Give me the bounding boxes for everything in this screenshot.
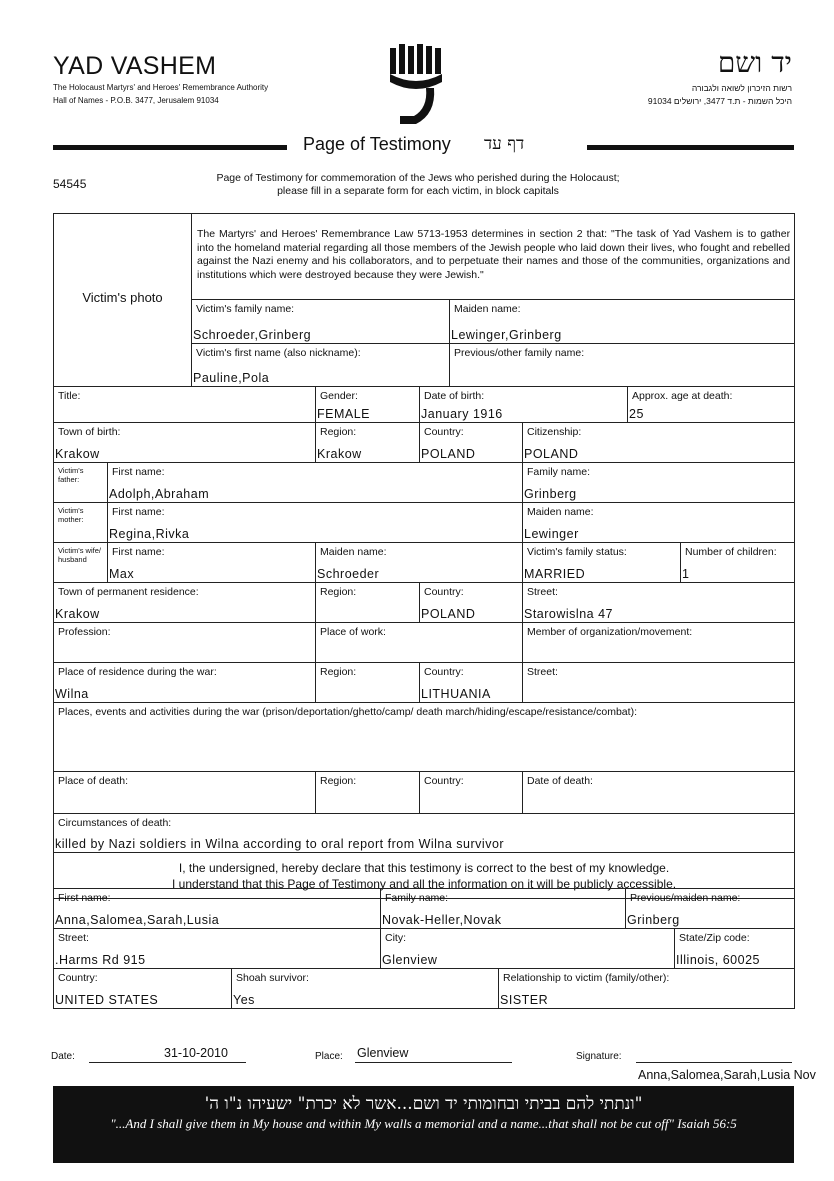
field-value: Wilna	[55, 687, 89, 701]
field-value: Schroeder	[317, 567, 380, 581]
quote-english: "...And I shall give them in My house and within My walls a memorial and a name...that shall not be cut off" Isaiah 56:5	[110, 1116, 737, 1131]
field-label: Places, events and activities during the war (prison/deportation/ghetto/camp/ death march/hiding/escape/resistance/combat):	[58, 706, 637, 718]
town-of-birth-field[interactable]	[54, 423, 316, 463]
title-rule-left	[53, 145, 287, 150]
field-label: Place of death:	[58, 775, 129, 787]
field-value: Krakow	[55, 447, 100, 461]
field-label: Country:	[424, 426, 464, 438]
field-label: Previous/maiden name:	[630, 892, 741, 904]
field-label: First name:	[112, 506, 165, 518]
country-of-birth-field[interactable]	[420, 423, 523, 463]
date-label: Date:	[51, 1051, 75, 1062]
circumstances-field[interactable]	[54, 814, 795, 853]
children-count-field[interactable]	[681, 543, 795, 583]
declaration-line-2: I understand that this Page of Testimony and all the information on it will be publicly accessible.	[172, 877, 677, 891]
date-value[interactable]: 31-10-2010	[164, 1046, 228, 1060]
field-value: FEMALE	[317, 407, 371, 421]
field-label: Shoah survivor:	[236, 972, 309, 984]
org-subtitle-he: רשות הזיכרון לשואה ולגבורה	[691, 83, 792, 93]
field-label: Place of work:	[320, 626, 386, 638]
residence-region-field[interactable]	[316, 583, 420, 623]
isaiah-quote-banner	[53, 1086, 794, 1163]
war-country-field[interactable]	[420, 663, 523, 703]
field-label: Country:	[424, 586, 464, 598]
father-first-name-field[interactable]	[108, 463, 523, 503]
submitter-country-field[interactable]	[54, 969, 232, 1009]
form-intro: Page of Testimony for commemoration of the Jews who perished during the Holocaust; please fill in a separate form for each victim, in block capitals	[216, 172, 620, 197]
signature-label: Signature:	[576, 1051, 622, 1062]
residence-country-field[interactable]	[420, 583, 523, 623]
war-region-field[interactable]	[316, 663, 420, 703]
field-label: Approx. age at death:	[632, 390, 733, 402]
page-id: 54545	[53, 177, 87, 191]
field-value: Krakow	[317, 447, 362, 461]
field-label: Country:	[424, 775, 464, 787]
victim-age-field[interactable]	[628, 387, 795, 423]
field-label: Circumstances of death:	[58, 817, 172, 829]
field-label: City:	[385, 932, 407, 944]
citizenship-field[interactable]	[523, 423, 795, 463]
org-name-en: YAD VASHEM	[53, 52, 217, 80]
field-label: Profession:	[58, 626, 111, 638]
death-country-field[interactable]	[420, 772, 523, 814]
field-value: .Harms Rd 915	[55, 953, 146, 967]
field-value: Yes	[233, 993, 255, 1007]
field-label: Number of children:	[685, 546, 777, 558]
law-text-box	[192, 214, 795, 300]
field-label: Region:	[320, 666, 357, 678]
victim-family-name-field[interactable]	[192, 300, 450, 344]
field-value: Lewinger	[524, 527, 579, 541]
field-value: Lewinger,Grinberg	[451, 328, 562, 342]
org-subtitle-en: The Holocaust Martyrs' and Heroes' Remembrance Authority	[53, 83, 269, 92]
mother-first-name-field[interactable]	[108, 503, 523, 543]
field-label: Region:	[320, 586, 357, 598]
field-label: Victim's first name (also nickname):	[196, 347, 361, 359]
field-label: Maiden name:	[454, 303, 521, 315]
victim-form	[53, 213, 795, 899]
relationship-field[interactable]	[499, 969, 795, 1009]
father-tag	[54, 463, 108, 503]
victim-maiden-name-field[interactable]	[450, 300, 795, 344]
field-label: Citizenship:	[527, 426, 582, 438]
field-value: Illinois, 60025	[676, 953, 760, 967]
field-label: Region:	[320, 426, 357, 438]
field-value: UNITED STATES	[55, 993, 159, 1007]
field-label: Town of birth:	[58, 426, 121, 438]
field-label: Date of death:	[527, 775, 593, 787]
submitter-state-field[interactable]	[675, 929, 795, 969]
field-label: Victim's family name:	[196, 303, 295, 315]
field-label: First name:	[112, 466, 165, 478]
field-label: Title:	[58, 390, 81, 402]
field-value: Novak-Heller,Novak	[382, 913, 502, 927]
field-value: Starowislna 47	[524, 607, 613, 621]
field-label: Maiden name:	[527, 506, 594, 518]
field-value: Grinberg	[524, 487, 577, 501]
field-value: Max	[109, 567, 135, 581]
war-residence-field[interactable]	[54, 663, 316, 703]
submitter-prev-name-field[interactable]	[626, 889, 795, 929]
declaration-line-1: I, the undersigned, hereby declare that this testimony is correct to the best of my knowledge.	[178, 861, 670, 875]
spouse-maiden-name-field[interactable]	[316, 543, 523, 583]
org-name-he: יד ושם	[717, 46, 792, 79]
field-label: State/Zip code:	[679, 932, 750, 944]
field-value: POLAND	[421, 607, 476, 621]
field-label: Member of organization/movement:	[527, 626, 693, 638]
row-tag: Victim's father:	[58, 466, 84, 484]
row-tag: Victim's mother:	[58, 506, 84, 524]
field-label: Family name:	[385, 892, 449, 904]
field-value: killed by Nazi soldiers in Wilna according to oral report from Wilna survivor	[55, 837, 505, 851]
field-label: Country:	[424, 666, 464, 678]
page-title: Page of Testimony	[303, 134, 451, 154]
field-label: First name:	[112, 546, 165, 558]
field-value: SISTER	[500, 993, 549, 1007]
field-label: Gender:	[320, 390, 358, 402]
field-label: Date of birth:	[424, 390, 485, 402]
field-value: MARRIED	[524, 567, 586, 581]
victim-photo-box[interactable]	[54, 214, 192, 387]
signature-line	[636, 1062, 792, 1063]
place-label: Place:	[315, 1051, 343, 1062]
field-label: Relationship to victim (family/other):	[503, 972, 670, 984]
spouse-first-name-field[interactable]	[108, 543, 316, 583]
field-value: Grinberg	[627, 913, 680, 927]
submitter-city-field[interactable]	[381, 929, 675, 969]
war-events-field[interactable]	[54, 703, 795, 772]
place-of-work-field[interactable]	[316, 623, 523, 663]
field-value: Regina,Rivka	[109, 527, 190, 541]
field-label: Family name:	[527, 466, 591, 478]
place-of-death-field[interactable]	[54, 772, 316, 814]
date-of-death-field[interactable]	[523, 772, 795, 814]
death-region-field[interactable]	[316, 772, 420, 814]
victim-photo-label: Victim's photo	[82, 290, 163, 305]
field-label: Street:	[58, 932, 89, 944]
signature-value[interactable]: Anna,Salomea,Sarah,Lusia Nov	[638, 1068, 816, 1082]
field-value: Krakow	[55, 607, 100, 621]
field-value: LITHUANIA	[421, 687, 491, 701]
residence-town-field[interactable]	[54, 583, 316, 623]
field-label: Victim's family status:	[527, 546, 627, 558]
mother-maiden-name-field[interactable]	[523, 503, 795, 543]
family-status-field[interactable]	[523, 543, 681, 583]
field-value: Glenview	[382, 953, 438, 967]
submitter-first-name-field[interactable]	[54, 889, 381, 929]
field-value: 25	[629, 407, 644, 421]
organization-field[interactable]	[523, 623, 795, 663]
field-value: Adolph,Abraham	[109, 487, 210, 501]
field-value: POLAND	[421, 447, 476, 461]
victim-title-field[interactable]	[54, 387, 316, 423]
spouse-tag	[54, 543, 108, 583]
quote-hebrew: "ונתתי להם בביתי ובחומותי יד ושם...אשר לא יכרת" ישעיהו נ"ו ה'	[204, 1094, 643, 1114]
field-label: Place of residence during the war:	[58, 666, 217, 678]
field-value: POLAND	[524, 447, 579, 461]
victim-first-name-field[interactable]	[192, 344, 450, 387]
region-of-birth-field[interactable]	[316, 423, 420, 463]
shoah-survivor-field[interactable]	[232, 969, 499, 1009]
field-label: Country:	[58, 972, 98, 984]
field-label: Street:	[527, 586, 558, 598]
field-label: Street:	[527, 666, 558, 678]
field-label: Maiden name:	[320, 546, 387, 558]
field-label: First name:	[58, 892, 111, 904]
submitter-form	[53, 888, 795, 1009]
date-line	[89, 1062, 246, 1063]
field-label: Town of permanent residence:	[58, 586, 199, 598]
submitter-street-field[interactable]	[54, 929, 381, 969]
profession-field[interactable]	[54, 623, 316, 663]
submitter-family-name-field[interactable]	[381, 889, 626, 929]
residence-street-field[interactable]	[523, 583, 795, 623]
field-value: Schroeder,Grinberg	[193, 328, 312, 342]
place-value[interactable]: Glenview	[357, 1046, 409, 1060]
field-value: Anna,Salomea,Sarah,Lusia	[55, 913, 220, 927]
victim-gender-field[interactable]	[316, 387, 420, 423]
yad-vashem-logo	[386, 44, 448, 134]
field-label: Region:	[320, 775, 357, 787]
title-rule-right	[587, 145, 794, 150]
place-line	[355, 1062, 512, 1063]
page-title-he: דף עד	[484, 134, 525, 154]
field-value: 1	[682, 567, 690, 581]
field-value: January 1916	[421, 407, 503, 421]
law-text: The Martyrs' and Heroes' Remembrance Law 5713-1953 determines in section 2 that: "The task of Yad Vashem is to gather into the homeland material regarding all those members of the Jewish people who laid down their lives, who fought and rebelled against the Nazi enemy and his collaborators, and to perpetuate their names and those of the communities, organizations and institutions which were destroyed because they were Jewish."	[197, 228, 791, 281]
org-address-he: היכל השמות - ת.ד 3477, ירושלים 91034	[647, 96, 792, 106]
victim-dob-field[interactable]	[420, 387, 628, 423]
victim-prev-family-field[interactable]	[450, 344, 795, 387]
field-label: Previous/other family name:	[454, 347, 585, 359]
field-value: Pauline,Pola	[193, 371, 270, 385]
mother-tag	[54, 503, 108, 543]
org-address-en: Hall of Names - P.O.B. 3477, Jerusalem 91034	[53, 96, 219, 105]
father-family-name-field[interactable]	[523, 463, 795, 503]
war-street-field[interactable]	[523, 663, 795, 703]
row-tag: Victim's wife/ husband	[58, 546, 101, 564]
